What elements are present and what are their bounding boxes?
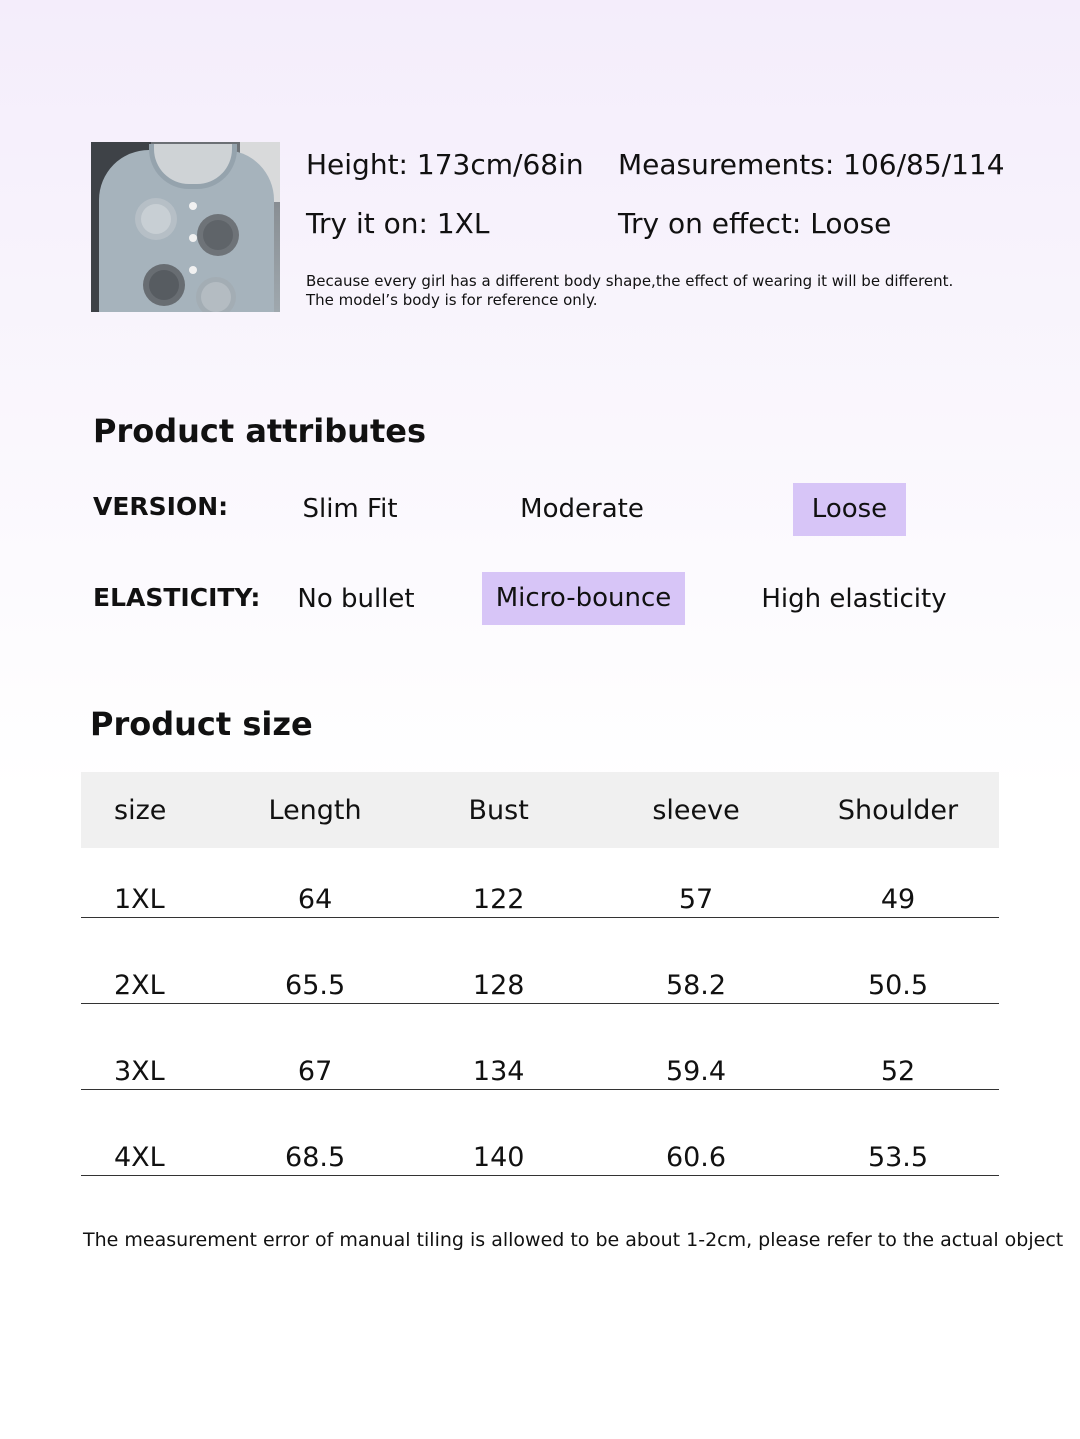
cell-sleeve: 60.6 bbox=[595, 1090, 797, 1176]
measurements-label: Measurements: bbox=[618, 148, 835, 181]
elasticity-option-no-bullet: No bullet bbox=[297, 584, 415, 614]
attributes-title: Product attributes bbox=[93, 412, 426, 450]
effect-label: Try on effect: bbox=[618, 207, 802, 240]
cell-length: 68.5 bbox=[228, 1090, 402, 1176]
table-row bbox=[81, 848, 999, 918]
height-label: Height: bbox=[306, 148, 408, 181]
cell-size: 2XL bbox=[81, 918, 228, 1004]
cell-size: 1XL bbox=[81, 848, 228, 918]
size-table bbox=[81, 772, 999, 1176]
height-value: 173cm/68in bbox=[416, 148, 584, 181]
measurements-value: 106/85/114 bbox=[843, 148, 1005, 181]
version-option-loose-selected: Loose bbox=[793, 483, 906, 536]
model-note-line-2: The model’s body is for reference only. bbox=[306, 291, 598, 309]
cell-shoulder: 50.5 bbox=[797, 918, 999, 1004]
cell-shoulder: 52 bbox=[797, 1004, 999, 1090]
model-note bbox=[306, 272, 953, 310]
model-try-on bbox=[306, 207, 489, 240]
table-row bbox=[81, 1004, 999, 1090]
cell-shoulder: 53.5 bbox=[797, 1090, 999, 1176]
cell-bust: 140 bbox=[402, 1090, 595, 1176]
try-on-label: Try it on: bbox=[306, 207, 428, 240]
measurement-note: The measurement error of manual tiling is allowed to be about 1-2cm, please refer to the actual object bbox=[83, 1229, 1064, 1251]
header-size: size bbox=[81, 772, 228, 848]
header-bust: Bust bbox=[402, 772, 595, 848]
header-sleeve: sleeve bbox=[595, 772, 797, 848]
cell-bust: 122 bbox=[402, 848, 595, 918]
cell-sleeve: 59.4 bbox=[595, 1004, 797, 1090]
cell-length: 64 bbox=[228, 848, 402, 918]
header-shoulder: Shoulder bbox=[797, 772, 999, 848]
try-on-value: 1XL bbox=[436, 207, 490, 240]
model-measurements bbox=[618, 148, 1005, 181]
cell-sleeve: 57 bbox=[595, 848, 797, 918]
cell-bust: 134 bbox=[402, 1004, 595, 1090]
cell-size: 4XL bbox=[81, 1090, 228, 1176]
version-option-slim-fit: Slim Fit bbox=[302, 494, 398, 524]
model-try-on-effect bbox=[618, 207, 891, 240]
model-note-line-1: Because every girl has a different body shape,the effect of wearing it will be different. bbox=[306, 272, 954, 290]
table-row bbox=[81, 918, 999, 1004]
model-height bbox=[306, 148, 584, 181]
elasticity-option-high-elasticity: High elasticity bbox=[761, 584, 947, 614]
header-length: Length bbox=[228, 772, 402, 848]
elasticity-label: ELASTICITY: bbox=[93, 583, 261, 612]
size-title: Product size bbox=[90, 705, 313, 743]
size-table-header bbox=[81, 772, 999, 848]
version-option-moderate: Moderate bbox=[520, 494, 644, 524]
elasticity-option-micro-bounce-selected: Micro-bounce bbox=[482, 572, 685, 625]
cell-size: 3XL bbox=[81, 1004, 228, 1090]
version-label: VERSION: bbox=[93, 492, 229, 521]
cell-length: 67 bbox=[228, 1004, 402, 1090]
table-row bbox=[81, 1090, 999, 1176]
cell-sleeve: 58.2 bbox=[595, 918, 797, 1004]
effect-value: Loose bbox=[810, 207, 892, 240]
model-photo bbox=[91, 142, 280, 312]
cell-bust: 128 bbox=[402, 918, 595, 1004]
cell-shoulder: 49 bbox=[797, 848, 999, 918]
cell-length: 65.5 bbox=[228, 918, 402, 1004]
